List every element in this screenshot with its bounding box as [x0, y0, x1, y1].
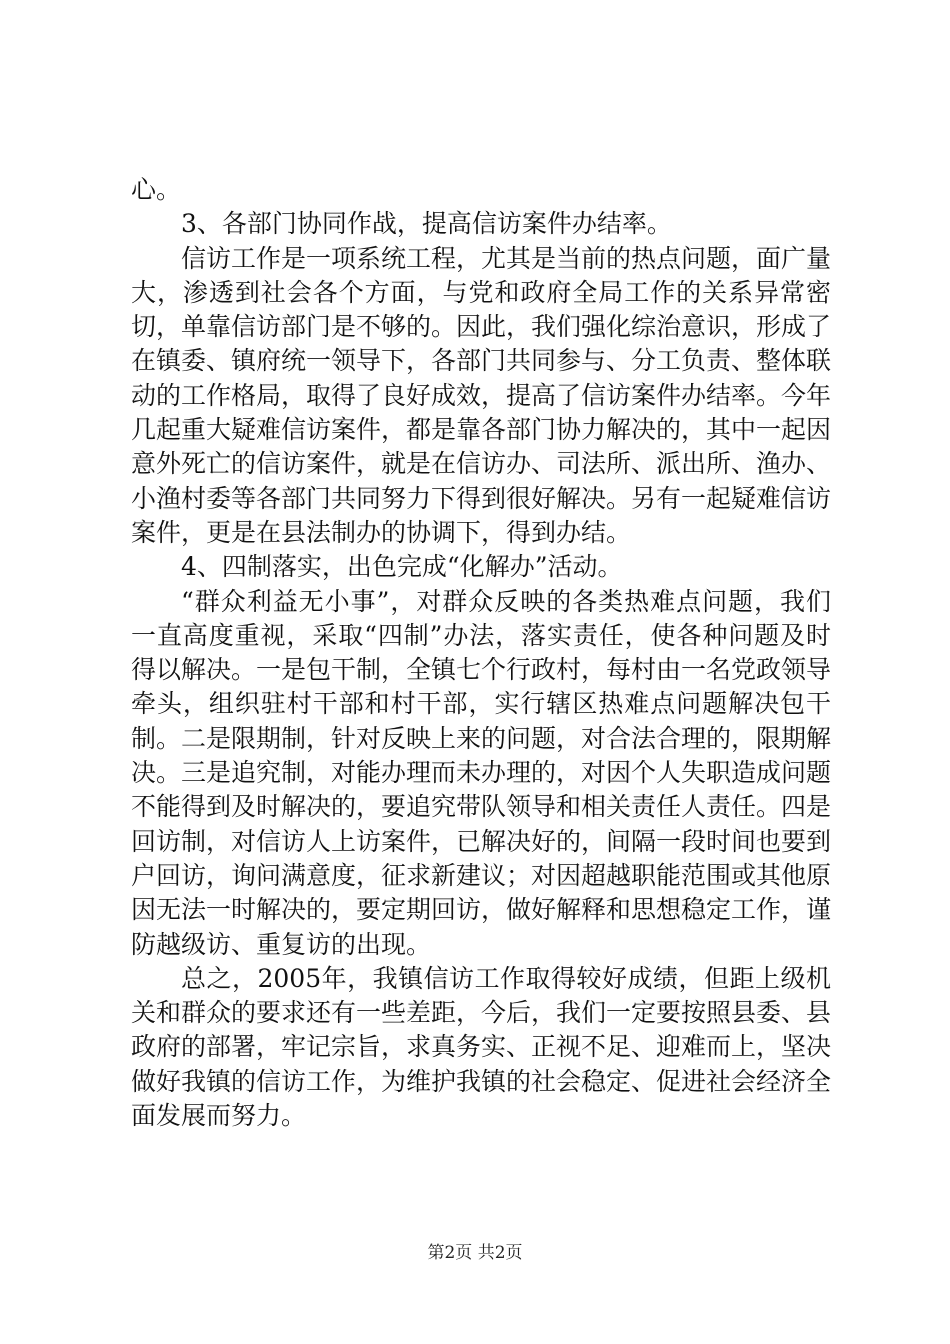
paragraph-conclusion: 总之，2005年，我镇信访工作取得较好成绩，但距上级机关和群众的要求还有一些差距，今后，我们一定要按照县委、县政府的部署，牢记宗旨，求真务实、正视不足、迎难而上，坚决做好我镇的信访工作，为维护我镇的社会稳定、促进社会经济全面发展而努力。: [131, 963, 832, 1131]
paragraph-heading-4: 4、四制落实，出色完成“化解办”活动。: [181, 552, 623, 582]
paragraph-continuation: 心。: [131, 175, 182, 204]
page-footer: 第2页 共2页: [427, 1243, 523, 1263]
paragraph-body: 信访工作是一项系统工程，尤其是当前的热点问题，面广量大，渗透到社会各个方面，与党和政府全局工作的关系异常密切，单靠信访部门是不够的。因此，我们强化综治意识，形成了在镇委、镇府统一领导下，各部门共同参与、分工负责、整体联动的工作格局，取得了良好成效，提高了信访案件办结率。今年几起重大疑难信访案件，都是靠各部门协力解决的，其中一起因意外死亡的信访案件，就是在信访办、司法所、派出所、渔办、小渔村委等各部门共同努力下得到很好解决。另有一起疑难信访案件，更是在县法制办的协调下，得到办结。: [131, 243, 832, 547]
document-body: [131, 173, 831, 1133]
paragraph-body: “群众利益无小事”，对群众反映的各类热难点问题，我们一直高度重视，采取“四制”办法，落实责任，使各种问题及时得以解决。一是包干制，全镇七个行政村，每村由一名党政领导牵头，组织驻村干部和村干部，实行辖区热难点问题解决包干制。二是限期制，针对反映上来的问题，对合法合理的，限期解决。三是追究制，对能办理而未办理的，对因个人失职造成问题不能得到及时解决的，要追究带队领导和相关责任人责任。四是回访制，对信访人上访案件，已解决好的，间隔一段时间也要到户回访，询问满意度，征求新建议；对因超越职能范围或其他原因无法一时解决的，要定期回访，做好解释和思想稳定工作，谨防越级访、重复访的出现。: [131, 586, 832, 959]
paragraph-heading-3: 3、各部门协同作战，提高信访案件办结率。: [181, 209, 672, 239]
